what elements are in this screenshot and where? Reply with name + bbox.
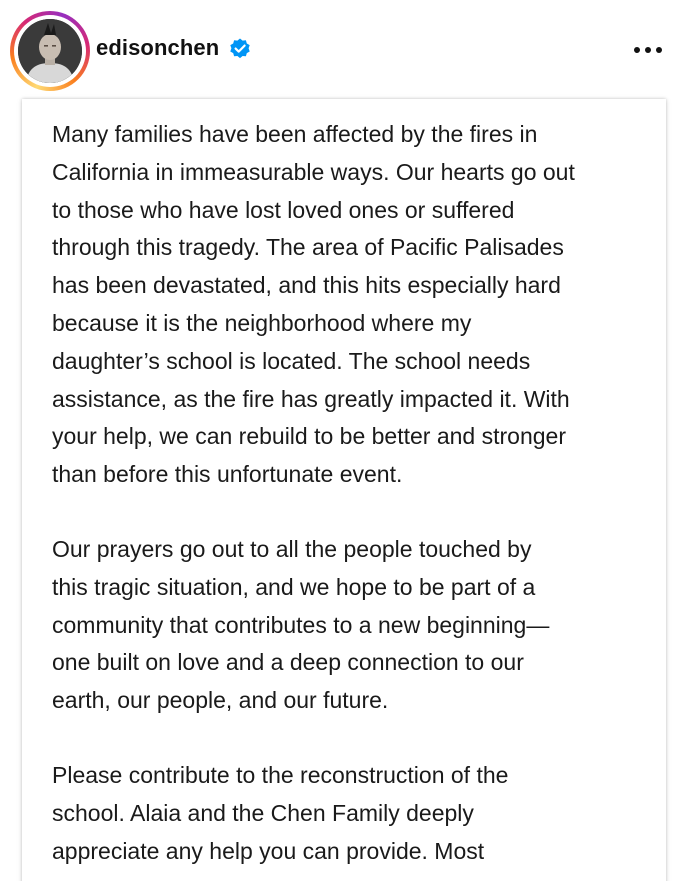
text-line: has been devastated, and this hits especially hard [52, 272, 561, 299]
username[interactable]: edisonchen [96, 35, 220, 60]
post-paragraph-1 [52, 116, 652, 494]
post-paragraph-3 [52, 757, 652, 870]
text-line: school. Alaia and the Chen Family deeply [52, 799, 474, 826]
post-header [0, 0, 689, 98]
text-line: than before this unfortunate event. [52, 461, 403, 488]
more-options-icon[interactable] [628, 38, 668, 62]
text-line: Our prayers go out to all the people touched by [52, 536, 532, 562]
text-line: to those who have lost loved ones or suffered [52, 196, 515, 223]
text-line: community that contributes to a new beginning— [52, 611, 550, 638]
text-line: California in immeasurable ways. Our hearts go out [52, 158, 575, 185]
text-line: daughter’s school is located. The school needs [52, 347, 531, 374]
avatar[interactable] [18, 19, 82, 83]
text-line: your help, we can rebuild to be better and stronger [52, 423, 566, 450]
text-line: earth, our people, and our future. [52, 687, 389, 714]
story-ring[interactable] [10, 11, 90, 91]
text-line: through this tragedy. The area of Pacific Palisades [52, 234, 564, 261]
text-line: assistance, as the fire has greatly impacted it. With [52, 385, 570, 412]
text-line: Many families have been affected by the fires in [52, 121, 538, 147]
avatar-ring-gap [14, 15, 86, 87]
text-line: because it is the neighborhood where my [52, 309, 472, 336]
post-paragraph-2 [52, 531, 652, 720]
text-line: one built on love and a deep connection to our [52, 649, 524, 676]
text-line: appreciate any help you can provide. Most [52, 837, 485, 864]
verified-badge-icon [228, 37, 252, 61]
text-line: this tragic situation, and we hope to be part of a [52, 573, 536, 600]
post-image-text-card [22, 99, 666, 881]
text-line: Please contribute to the reconstruction of the [52, 762, 509, 788]
avatar-figure-icon [18, 19, 82, 83]
